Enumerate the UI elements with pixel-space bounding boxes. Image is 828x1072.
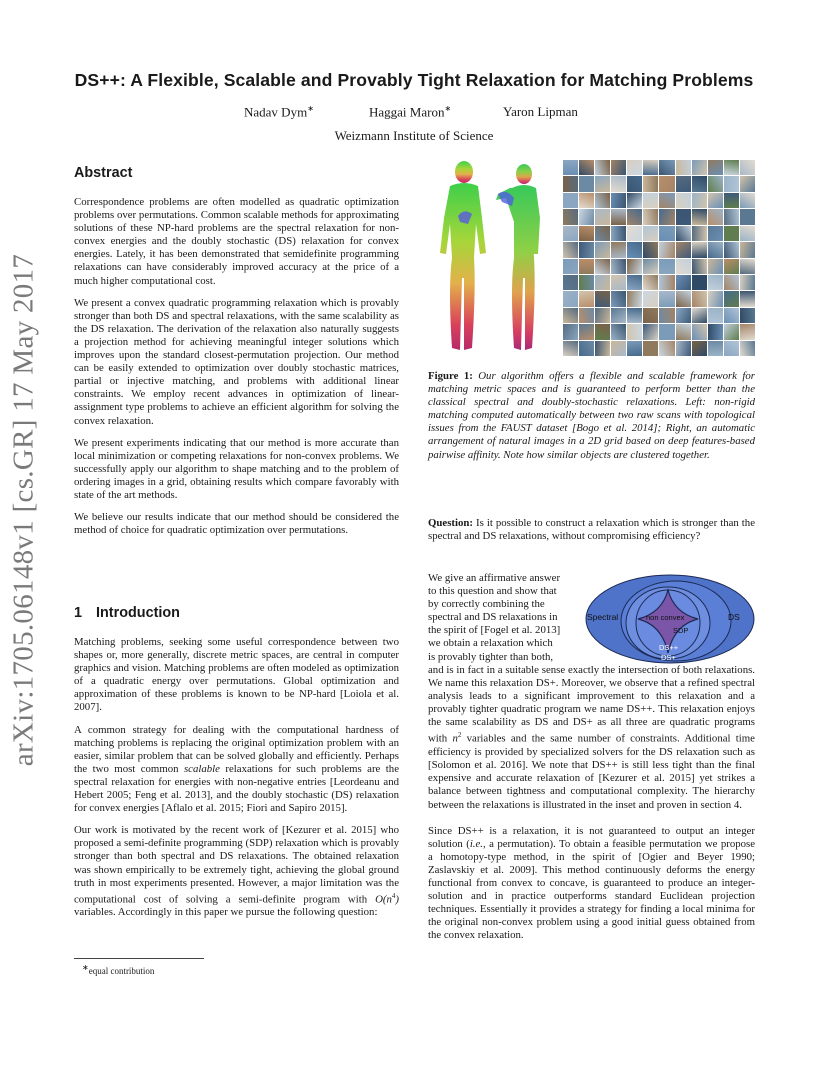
mosaic-thumbnail <box>595 226 610 241</box>
question-text: Is it possible to construct a relaxation which is stronger than the spectral and DS relaxations, without compromising efficiency? <box>428 517 755 543</box>
footnote-mark: ∗ <box>82 963 89 972</box>
text-line: is provably tighter than both, <box>428 650 554 663</box>
mosaic-thumbnail <box>611 176 626 191</box>
text-line: to this question and show that <box>428 585 557 598</box>
text-run: relaxations for such problems are the spectral relaxation for energies with non-negative entries [Leordeanu and Hebert 2005; Feng et al. 2013], and the doubly stochastic (DS) relaxation for convex energies [Aflalo et al. 2015; Fiori and Sapiro 2015]. <box>74 762 399 815</box>
mosaic-thumbnail <box>708 341 723 356</box>
emphasis: i.e. <box>469 837 484 850</box>
body-scans-illustration <box>428 158 558 358</box>
section-title: Introduction <box>96 605 180 621</box>
mosaic-thumbnail <box>627 259 642 274</box>
mosaic-thumbnail <box>708 193 723 208</box>
mosaic-thumbnail <box>627 193 642 208</box>
scan-figure-left <box>440 161 486 350</box>
question-label: Question: <box>428 517 473 529</box>
mosaic-thumbnail <box>708 226 723 241</box>
mosaic-thumbnail <box>643 324 658 339</box>
text-run: and is in fact in a suitable sense exactly the intersection of both relaxations. We name this relaxation DS+. Moreover, we observe that a refined spectral analysis leads to a significant improvement to this relaxation and a provably tighter quadratic program we name DS++. This relaxation enjoys the same scalability as DS and DS+ as all three are quadratic programs with <box>428 664 755 746</box>
intro-paragraph: Matching problems, seeking some useful correspondence between two shapes or, more generally, discrete metric spaces, are central in computer graphics and vision. Matching problems are often modeled as optimization of a quadratic energy over permutations. Global optimization and approximation of these problems is known to be NP-hard [Loiola et al. 2007]. <box>74 636 399 714</box>
abstract-paragraph: We believe our results indicate that our method should be considered the method of choice for quadratic optimization over permutations. <box>74 511 399 537</box>
mosaic-thumbnail <box>579 193 594 208</box>
mosaic-thumbnail <box>676 226 691 241</box>
mosaic-thumbnail <box>692 209 707 224</box>
mosaic-thumbnail <box>595 291 610 306</box>
mosaic-thumbnail <box>643 226 658 241</box>
math-sup: 2 <box>457 731 462 740</box>
mosaic-thumbnail <box>708 160 723 175</box>
mosaic-thumbnail <box>627 275 642 290</box>
mosaic-thumbnail <box>692 242 707 257</box>
mosaic-thumbnail <box>579 259 594 274</box>
text-line: the spirit of [Fogel et al. 2013] <box>428 624 561 637</box>
mosaic-thumbnail <box>643 308 658 323</box>
author-3 <box>503 104 578 120</box>
mosaic-thumbnail <box>611 226 626 241</box>
mosaic-thumbnail <box>724 160 739 175</box>
mosaic-thumbnail <box>611 209 626 224</box>
text-line: by correctly combining the <box>428 598 545 611</box>
mosaic-thumbnail <box>563 259 578 274</box>
mosaic-thumbnail <box>595 160 610 175</box>
mosaic-thumbnail <box>611 324 626 339</box>
mosaic-thumbnail <box>563 193 578 208</box>
mosaic-thumbnail <box>676 259 691 274</box>
mosaic-thumbnail <box>595 341 610 356</box>
mosaic-thumbnail <box>579 176 594 191</box>
scan-figure-right <box>496 164 540 350</box>
mosaic-thumbnail <box>692 308 707 323</box>
mosaic-thumbnail <box>595 242 610 257</box>
mosaic-thumbnail <box>611 341 626 356</box>
label-dspp: DS++ <box>659 643 679 652</box>
mosaic-thumbnail <box>659 193 674 208</box>
mosaic-thumbnail <box>676 193 691 208</box>
abstract-paragraph: We present experiments indicating that our method is more accurate than local minimization or competing relaxations for non-convex problems. We successfully apply our algorithm to shape matching and to the problem of ordering images in a grid, obtaining results which compare favorably with state of the art methods. <box>74 436 399 501</box>
mosaic-thumbnail <box>595 324 610 339</box>
math: O(n <box>375 893 392 906</box>
figure-body-scans <box>428 158 558 358</box>
mosaic-thumbnail <box>611 308 626 323</box>
math: n <box>452 733 458 746</box>
mosaic-thumbnail <box>563 209 578 224</box>
mosaic-thumbnail <box>692 160 707 175</box>
right-body <box>428 664 755 942</box>
mosaic-thumbnail <box>676 291 691 306</box>
mosaic-thumbnail <box>692 291 707 306</box>
mosaic-thumbnail <box>740 291 755 306</box>
mosaic-thumbnail <box>563 242 578 257</box>
mosaic-thumbnail <box>724 259 739 274</box>
inset-svg <box>584 573 756 665</box>
mosaic-thumbnail <box>579 226 594 241</box>
mosaic-thumbnail <box>724 291 739 306</box>
mosaic-thumbnail <box>692 259 707 274</box>
mosaic-thumbnail <box>740 275 755 290</box>
section-heading <box>74 605 180 621</box>
mosaic-thumbnail <box>627 308 642 323</box>
mosaic-thumbnail <box>611 275 626 290</box>
mosaic-thumbnail <box>563 324 578 339</box>
mosaic-thumbnail <box>627 226 642 241</box>
author-name: Yaron Lipman <box>503 104 578 119</box>
mosaic-thumbnail <box>676 308 691 323</box>
intro-paragraph <box>74 824 399 919</box>
affiliation: Weizmann Institute of Science <box>334 128 494 143</box>
text-line: we obtain a relaxation which <box>428 637 553 650</box>
figure-caption <box>428 370 755 462</box>
abstract-paragraph: Correspondence problems are often modelled as quadratic optimization problems over permutations. Common scalable methods for approximating solutions of these NP-hard problems are the spectral relaxation for non-convex energies and the doubly stochastic (DS) relaxation for convex energies. Lately, it has been demonstrated that semidefinite programming relaxations can have considerably improved accuracy at the price of a much higher computational cost. <box>74 196 399 287</box>
abstract-paragraph: We present a convex quadratic programming relaxation which is provably stronger than both DS and spectral relaxations, with the same scalability as the DS relaxation. The derivation of the relaxation also naturally suggests a projection method for achieving meaningful integer solutions which improves upon the standard closest-permutation projection. Our method can be easily extended to optimization over doubly stochastic matrices, partial or injective matching, and problems with additional linear constraints. We employ recent advances in optimization of linear-assignment type problems to achieve an efficient algorithm for solving the convex relaxation. <box>74 296 399 427</box>
mosaic-thumbnail <box>724 242 739 257</box>
mosaic-thumbnail <box>676 341 691 356</box>
text-run: variables and the same number of constraints. Additional time efficiency is provided by specialized solvers for the DS relaxation such as [Solomon et al. 2016]. We note that DS++ is still less tight than the final expensive and accurate relaxation of [Kezurer et al. 2015] yet strikes a balance between tightness and computational complexity. The hierarchy between the relaxations is illustrated in the inset and proven in section 4. <box>428 733 755 811</box>
mosaic-thumbnail <box>659 308 674 323</box>
footnote <box>82 963 154 976</box>
mosaic-thumbnail <box>708 259 723 274</box>
intro-paragraph <box>74 724 399 816</box>
mosaic-thumbnail <box>659 275 674 290</box>
mosaic-thumbnail <box>563 308 578 323</box>
author-name: Nadav Dym <box>244 104 308 120</box>
author-mark: ∗ <box>307 104 314 113</box>
mosaic-thumbnail <box>692 176 707 191</box>
author-name: Haggai Maron <box>369 104 445 120</box>
mosaic-thumbnail <box>579 275 594 290</box>
label-spectral: Spectral <box>587 612 619 622</box>
text-run: A common strategy for dealing with the computational hardness of matching problems is replacing the original optimization problem with an easier, similar problem that can be solved globally and efficiently. Perhaps the two most common <box>74 723 399 775</box>
mosaic-thumbnail <box>676 209 691 224</box>
mosaic-thumbnail <box>627 242 642 257</box>
text-line: spectral and DS relaxations in <box>428 611 558 624</box>
question-paragraph <box>428 517 755 543</box>
text-run: , a permutation). To obtain a feasible permutation we propose a homotopy-type method, in the spirit of [Ogier and Beyer 1990; Zaslavskiy et al. 2009]. This method continuously deforms the energy functional from convex to concave, is guaranteed to produce an integer-solution and in practice outperforms standard Euclidean projection techniques. Essentially it provides a strategy for finding a local minima for the original non-convex problem using a good initial guess obtained from the convex relaxation. <box>428 837 756 942</box>
mosaic-thumbnail <box>627 176 642 191</box>
mosaic-thumbnail <box>643 341 658 356</box>
mosaic-thumbnail <box>595 259 610 274</box>
emphasis: scalable <box>183 762 220 775</box>
mosaic-thumbnail <box>595 193 610 208</box>
mosaic-thumbnail <box>676 324 691 339</box>
mosaic-thumbnail <box>659 259 674 274</box>
mosaic-thumbnail <box>611 259 626 274</box>
mosaic-thumbnail <box>676 160 691 175</box>
mosaic-thumbnail <box>692 275 707 290</box>
mosaic-thumbnail <box>740 324 755 339</box>
paper-title: DS++: A Flexible, Scalable and Provably Tight Relaxation for Matching Problems <box>74 70 754 90</box>
math-sup: 4 <box>391 891 396 900</box>
mosaic-thumbnail <box>724 324 739 339</box>
mosaic-thumbnail <box>724 226 739 241</box>
mosaic-thumbnail <box>692 226 707 241</box>
mosaic-thumbnail <box>659 226 674 241</box>
mosaic-thumbnail <box>563 176 578 191</box>
body-paragraph <box>428 664 755 812</box>
mosaic-thumbnail <box>643 209 658 224</box>
mosaic-thumbnail <box>659 324 674 339</box>
mosaic-thumbnail <box>611 193 626 208</box>
mosaic-thumbnail <box>708 324 723 339</box>
mosaic-thumbnail <box>724 308 739 323</box>
image-grid-mosaic <box>563 160 755 356</box>
mosaic-thumbnail <box>740 209 755 224</box>
author-2 <box>369 104 451 120</box>
label-nonconvex: non convex <box>646 613 685 622</box>
mosaic-thumbnail <box>659 291 674 306</box>
mosaic-thumbnail <box>692 193 707 208</box>
mosaic-thumbnail <box>627 209 642 224</box>
mosaic-thumbnail <box>659 176 674 191</box>
mosaic-thumbnail <box>659 341 674 356</box>
mosaic-thumbnail <box>643 275 658 290</box>
abstract-body <box>74 196 399 537</box>
arxiv-stamp <box>4 253 44 767</box>
mosaic-thumbnail <box>708 242 723 257</box>
wrap-text <box>428 572 578 664</box>
mosaic-thumbnail <box>563 291 578 306</box>
mosaic-thumbnail <box>579 242 594 257</box>
mosaic-thumbnail <box>643 259 658 274</box>
arxiv-id: arXiv:1705.06148v1 [cs.GR] 17 May 2017 <box>7 253 40 767</box>
mosaic-thumbnail <box>595 308 610 323</box>
intro-body <box>74 636 399 919</box>
abstract-heading: Abstract <box>74 165 133 181</box>
mosaic-thumbnail <box>627 324 642 339</box>
mosaic-thumbnail <box>563 275 578 290</box>
question-block <box>428 517 755 543</box>
mosaic-thumbnail <box>579 209 594 224</box>
mosaic-thumbnail <box>724 341 739 356</box>
mosaic-thumbnail <box>579 341 594 356</box>
mosaic-thumbnail <box>740 259 755 274</box>
mosaic-thumbnail <box>611 242 626 257</box>
mosaic-thumbnail <box>676 176 691 191</box>
text-line: We give an affirmative answer <box>428 572 561 584</box>
mosaic-thumbnail <box>708 209 723 224</box>
label-dsp: DS+ <box>661 653 676 662</box>
mosaic-thumbnail <box>676 275 691 290</box>
footnote-text: equal contribution <box>88 966 155 976</box>
mosaic-thumbnail <box>659 242 674 257</box>
mosaic-thumbnail <box>659 209 674 224</box>
author-mark: ∗ <box>444 104 452 113</box>
body-paragraph <box>428 825 755 943</box>
mosaic-thumbnail <box>692 324 707 339</box>
mosaic-thumbnail <box>692 341 707 356</box>
author-1 <box>244 104 314 120</box>
text-run: variables. Accordingly in this paper we pursue the following question: <box>74 906 378 919</box>
mosaic-thumbnail <box>627 341 642 356</box>
mosaic-thumbnail <box>740 308 755 323</box>
mosaic-thumbnail <box>724 209 739 224</box>
math: ) <box>395 893 399 906</box>
figure-label: Figure 1: <box>428 370 473 382</box>
relaxation-hierarchy-inset <box>584 573 756 665</box>
mosaic-thumbnail <box>740 226 755 241</box>
mosaic-thumbnail <box>708 308 723 323</box>
mosaic-thumbnail <box>643 193 658 208</box>
mosaic-thumbnail <box>563 341 578 356</box>
text-run: Since DS++ is a relaxation, it is not guaranteed to output an integer solution ( <box>428 824 755 850</box>
mosaic-thumbnail <box>724 193 739 208</box>
mosaic-thumbnail <box>627 291 642 306</box>
mosaic-thumbnail <box>740 242 755 257</box>
mosaic-thumbnail <box>724 275 739 290</box>
mosaic-thumbnail <box>643 160 658 175</box>
mosaic-thumbnail <box>611 160 626 175</box>
mosaic-thumbnail <box>740 341 755 356</box>
mosaic-thumbnail <box>676 242 691 257</box>
mosaic-thumbnail <box>643 291 658 306</box>
mosaic-thumbnail <box>659 160 674 175</box>
mosaic-thumbnail <box>708 291 723 306</box>
mosaic-thumbnail <box>740 193 755 208</box>
mosaic-thumbnail <box>579 308 594 323</box>
label-sdp: SDP <box>673 626 689 635</box>
footnote-rule <box>74 958 204 959</box>
label-ds: DS <box>728 612 740 622</box>
section-number: 1 <box>74 605 83 621</box>
mosaic-thumbnail <box>563 226 578 241</box>
mosaic-thumbnail <box>643 176 658 191</box>
mosaic-thumbnail <box>579 324 594 339</box>
mosaic-thumbnail <box>627 160 642 175</box>
mosaic-thumbnail <box>579 160 594 175</box>
mosaic-thumbnail <box>708 176 723 191</box>
mosaic-thumbnail <box>740 160 755 175</box>
mosaic-thumbnail <box>579 291 594 306</box>
mosaic-thumbnail <box>740 176 755 191</box>
mosaic-thumbnail <box>595 275 610 290</box>
figure-caption-text: Our algorithm offers a flexible and scalable framework for matching metric spaces and is guaranteed to perform better than the classical spectral and doubly-stochastic relaxations. Left: non-rigid matching computed automatically between two raw scans with topological issues from the FAUST dataset [Bogo et al. 2014]; Right, an automatic arrangement of natural images in a 2D grid based on deep features-based pairwise affinity. Note how similar objects are clustered together. <box>428 370 755 461</box>
mosaic-thumbnail <box>643 242 658 257</box>
text-run: Our work is motivated by the recent work of [Kezurer et al. 2015] who proposed a semi-definite programming (SDP) relaxation which is provably stronger than both spectral and DS relaxations. The obtained relaxation was shown empirically to be extremely tight, achieving the global ground truth in most experiments presented. However, a major limitation was the computational cost of solving a semi-definite program with <box>74 824 399 906</box>
mosaic-thumbnail <box>595 209 610 224</box>
mosaic-thumbnail <box>611 291 626 306</box>
mosaic-thumbnail <box>724 176 739 191</box>
mosaic-thumbnail <box>595 176 610 191</box>
mosaic-thumbnail <box>708 275 723 290</box>
mosaic-thumbnail <box>563 160 578 175</box>
